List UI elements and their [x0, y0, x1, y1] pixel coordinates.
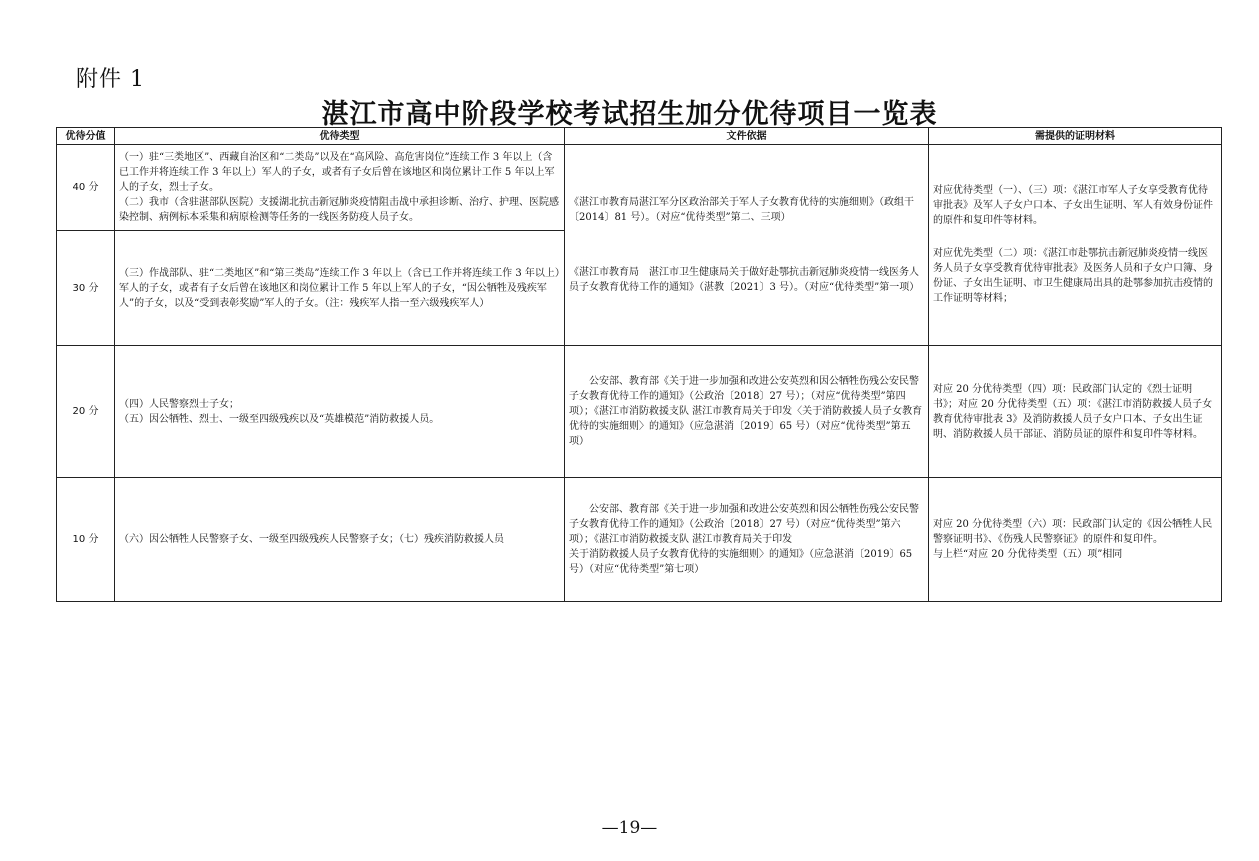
- materials-cell: [929, 345, 1222, 478]
- type-item-3: （三）作战部队、驻“二类地区”和“第三类岛”连续工作 3 年以上（含已工作并将连续工作 3 年以上）军人的子女，或者有子女后曾在该地区和岗位累计工作 5 年以上军人的子女，“因公牺牲及残疾军人”的子女，以及“受到表彰奖励”军人的子女。（注：残疾军人指一至六级残疾军人）: [119, 267, 560, 309]
- type-item-4: （四）人民警察烈士子女；: [119, 398, 239, 410]
- table-row-10: [57, 478, 1222, 602]
- score-cell: 10 分: [57, 478, 115, 602]
- table-row-20: [57, 345, 1222, 478]
- type-cell: [115, 478, 565, 602]
- document-title: 湛江市高中阶段学校考试招生加分优待项目一览表: [321, 99, 938, 130]
- materials-cell: [929, 478, 1222, 602]
- materials-text: 对应 20 分优待类型（四）项：民政部门认定的《烈士证明书》；对应 20 分优待类型（五）项：《湛江市消防救援人员子女教育优待审批表 3》及消防救援人员子女户口本、子女出生证明、消防救援人员干部证、消防员证的原件和复印件等材料。: [933, 383, 1213, 440]
- materials-text-part-1: 对应 20 分优待类型（六）项：民政部门认定的《因公牺牲人民警察证明书》、《伤残人民警察证》的原件和复印件。: [933, 519, 1213, 546]
- basis-cell: [565, 345, 929, 478]
- materials-item-military: 对应优待类型（一）、（三）项：《湛江市军人子女享受教育优待审批表》及军人子女户口本、子女出生证明、军人有效身份证件的原件和复印件等材料。: [933, 185, 1213, 227]
- basis-item-military: 《湛江市教育局湛江军分区政治部关于军人子女教育优待的实施细则》（政组干〔2014〕81 号）。（对应“优待类型”第二、三项）: [569, 196, 914, 223]
- table-header-row: [57, 128, 1222, 145]
- basis-text: 公安部、教育部《关于进一步加强和改进公安英烈和因公牺牲伤残公安民警子女教育优待工作的通知》（公政治〔2018〕27 号）；（对应“优待类型”第四项）；《湛江市消防救援支队 湛江市教育局关于印发〈关于消防救援人员子女教育优待的实施细则〉的通知》（应急湛消〔2019〕65 号）（对应“优待类型”第五项）: [569, 376, 923, 448]
- basis-cell-merged: [565, 145, 929, 346]
- basis-item-medical: 《湛江市教育局 湛江市卫生健康局关于做好赴鄂抗击新冠肺炎疫情一线医务人员子女教育优待工作的通知》（湛教〔2021〕3 号）。（对应“优待类型”第一项）: [569, 266, 920, 293]
- header-type: 优待类型: [115, 128, 565, 145]
- type-item-5: （五）因公牺牲、烈士、一级至四级残疾以及“英雄模范”消防救援人员。: [119, 413, 440, 425]
- type-cell: [115, 345, 565, 478]
- score-cell: 20 分: [57, 345, 115, 478]
- materials-text-part-2: 与上栏“对应 20 分优待类型（五）项”相同: [933, 549, 1123, 561]
- type-cell: [115, 145, 565, 231]
- header-materials: 需提供的证明材料: [929, 128, 1222, 145]
- basis-text-part-2: 关于消防救援人员子女教育优待的实施细则〉的通知》（应急湛消〔2019〕65 号）（对应“优待类型”第七项）: [569, 549, 913, 576]
- page-number: —19—: [601, 818, 658, 838]
- type-item-6-7: （六）因公牺牲人民警察子女、一级至四级残疾人民警察子女；（七）残疾消防救援人员: [119, 534, 504, 546]
- materials-item-medical: 对应优先类型（二）项：《湛江市赴鄂抗击新冠肺炎疫情一线医务人员子女享受教育优待审批表》及医务人员和子女户口簿、身份证、子女出生证明、市卫生健康局出具的赴鄂参加抗击疫情的工作证明等材料；: [933, 248, 1213, 305]
- bonus-points-table: [56, 127, 1222, 602]
- score-cell: 40 分: [57, 145, 115, 231]
- basis-text-part-1: 公安部、教育部《关于进一步加强和改进公安英烈和因公牺牲伤残公安民警子女教育优待工作的通知》（公政治〔2018〕27 号）（对应“优待类型”第六项）；《湛江市消防救援支队 湛江市教育局关于印发: [569, 504, 919, 546]
- score-cell: 30 分: [57, 231, 115, 345]
- type-cell: [115, 231, 565, 345]
- basis-cell: [565, 478, 929, 602]
- type-item-1: （一）驻“三类地区”、西藏自治区和“二类岛”以及在“高风险、高危害岗位”连续工作 3 年以上（含已工作并将连续工作 3 年以上）军人的子女，或者有子女后曾在该地区和岗位累计工作 5 年以上军人的子女，烈士子女。: [119, 152, 555, 194]
- attachment-label: 附件 1: [76, 67, 145, 92]
- type-item-2: （二）我市（含驻湛部队医院）支援湖北抗击新冠肺炎疫情阻击战中承担诊断、治疗、护理、医院感染控制、病例标本采集和病原检测等任务的一线医务防疫人员子女。: [119, 197, 559, 224]
- header-score: 优待分值: [57, 128, 115, 145]
- materials-cell-merged: [929, 145, 1222, 346]
- header-basis: 文件依据: [565, 128, 929, 145]
- table-row-40: [57, 145, 1222, 231]
